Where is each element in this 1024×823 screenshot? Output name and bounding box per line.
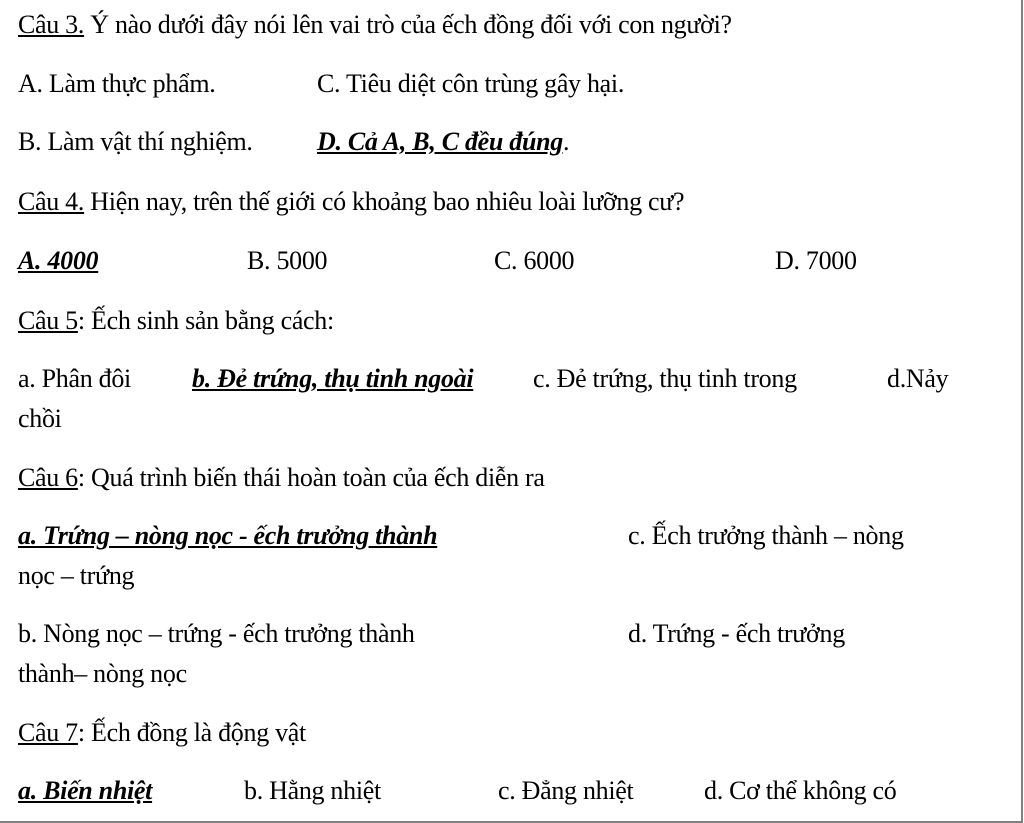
q6-option-a-answer: a. Trứng – nòng nọc - ếch trưởng thành (18, 521, 438, 550)
q6-option-d: d. Trứng - ếch trưởng (628, 619, 845, 648)
q7-option-d: d. Cơ thể không có (704, 776, 897, 805)
q5-option-c: c. Đẻ trứng, thụ tinh trong (533, 364, 797, 393)
question-7-text: : Ếch đồng là động vật (77, 718, 306, 747)
question-5-label: Câu 5 (18, 306, 78, 335)
question-5 (18, 304, 334, 338)
q3-option-b: B. Làm vật thí nghiệm. (18, 127, 253, 156)
q4-option-b: B. 5000 (247, 246, 328, 275)
q3-option-a: A. Làm thực phẩm. (18, 69, 216, 98)
question-6-label: Câu 6 (18, 463, 78, 492)
q5-option-d: d.Nảy (887, 364, 949, 393)
question-5-text: : Ếch sinh sản bằng cách: (77, 306, 334, 335)
question-6 (18, 461, 545, 495)
q4-option-d: D. 7000 (775, 246, 857, 275)
q3-option-d-text: D. Cả A, B, C đều đúng (317, 127, 563, 156)
q4-option-c: C. 6000 (494, 246, 575, 275)
q5-option-a: a. Phân đôi (18, 364, 131, 393)
question-3 (18, 8, 732, 42)
q6-option-b: b. Nòng nọc – trứng - ếch trưởng thành (18, 619, 415, 648)
q7-option-b: b. Hằng nhiệt (244, 776, 381, 805)
q3-option-d-suffix: . (563, 127, 570, 156)
question-4-text: Hiện nay, trên thế giới có khoảng bao nhiêu loài lưỡng cư? (84, 187, 685, 216)
q5-option-d-wrap: chồi (18, 404, 62, 433)
q3-option-d-answer (317, 125, 569, 159)
q3-option-c: C. Tiêu diệt côn trùng gây hại. (317, 69, 625, 98)
q4-option-a-answer: A. 4000 (18, 246, 99, 275)
question-3-text: Ý nào dưới đây nói lên vai trò của ếch đồng đối với con người? (84, 10, 732, 39)
question-4 (18, 185, 684, 219)
question-7 (18, 716, 306, 750)
question-6-text: : Quá trình biến thái hoàn toàn của ếch diễn ra (77, 463, 545, 492)
q7-option-c: c. Đẳng nhiệt (498, 776, 634, 805)
question-7-label: Câu 7 (18, 718, 78, 747)
question-3-label: Câu 3. (18, 10, 85, 39)
q6-option-c-wrap: nọc – trứng (18, 561, 135, 590)
q6-option-d-wrap: thành– nòng nọc (18, 659, 187, 688)
q7-option-a-answer: a. Biến nhiệt (18, 776, 153, 805)
q5-option-b-answer: b. Đẻ trứng, thụ tinh ngoài (192, 364, 474, 393)
q6-option-c: c. Ếch trưởng thành – nòng (628, 521, 904, 550)
question-4-label: Câu 4. (18, 187, 85, 216)
